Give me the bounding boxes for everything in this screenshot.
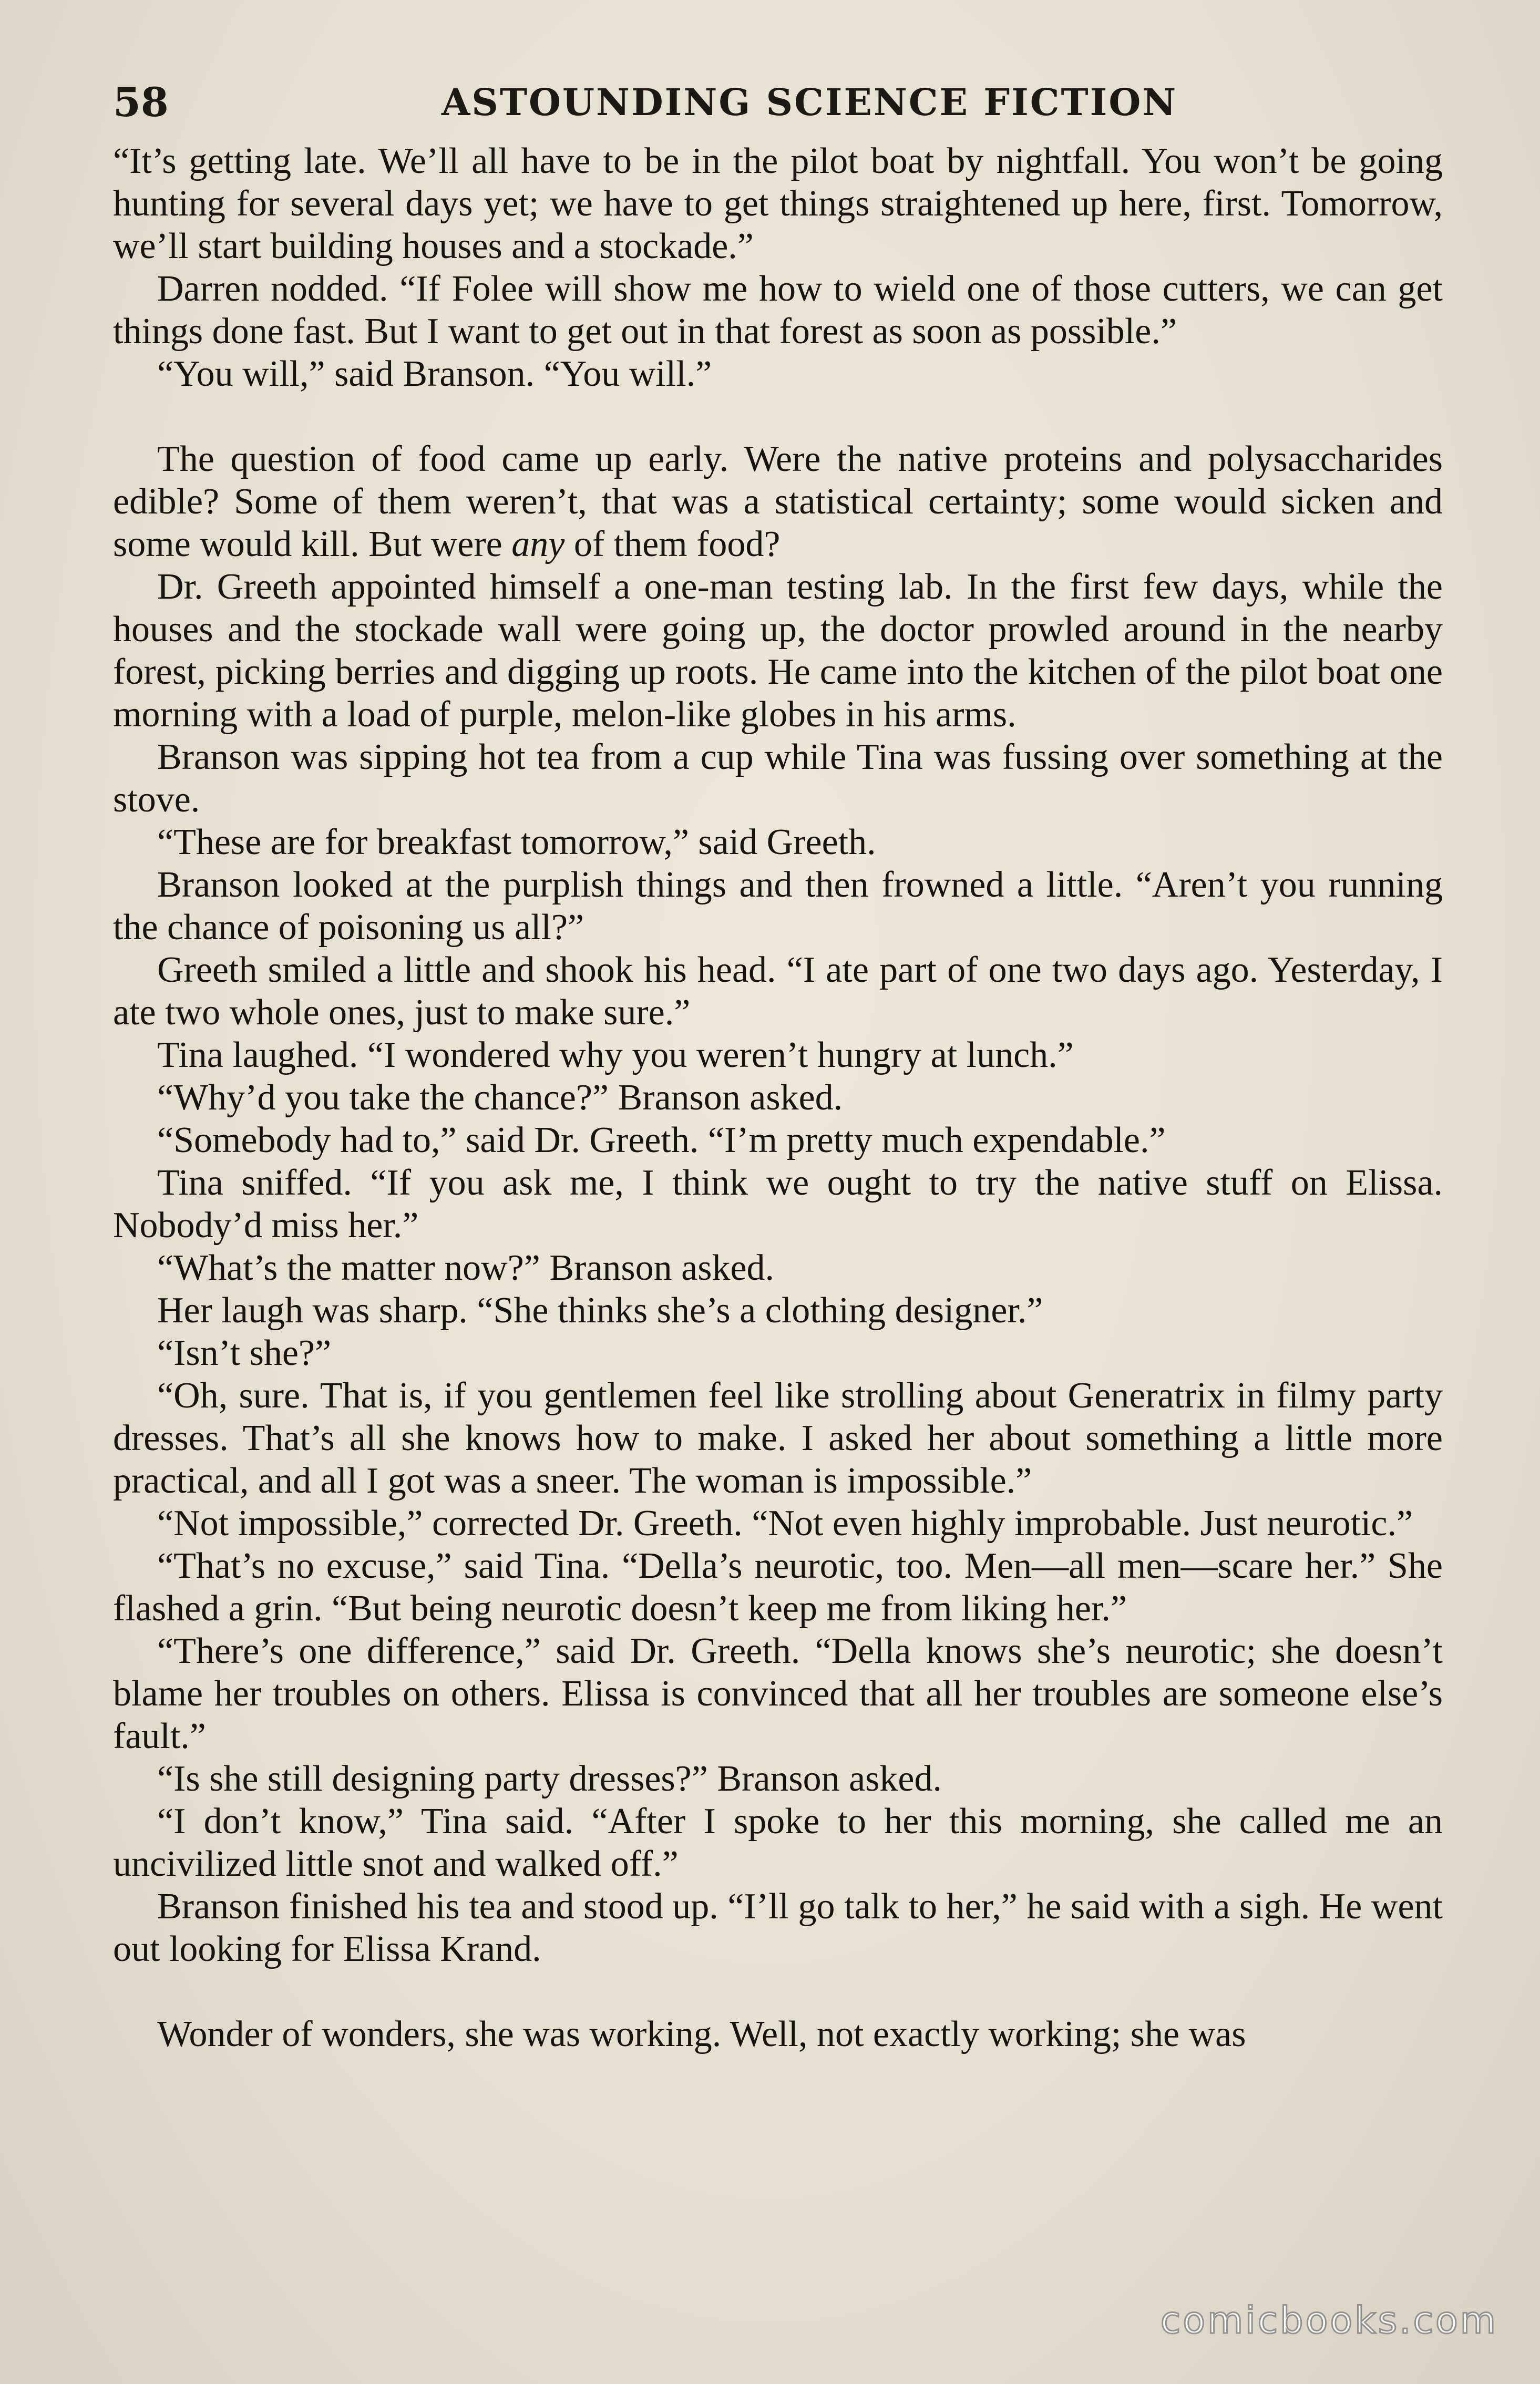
paragraph: Dr. Greeth appointed himself a one-man testing lab. In the first few days, while the houses and the stockade wall were going up, the doctor prowled around in the nearby forest, picking berries and digging up roots. He came into the kitchen of the pilot boat one morning with a load of purple, melon-like globes in his arms. <box>113 567 1443 735</box>
paragraph: “It’s getting late. We’ll all have to be in the pilot boat by nightfall. You won’t be going hunting for several days yet; we have to get things straightened up here, first. Tomorrow, we’ll start building houses and a stockade.” <box>113 141 1443 266</box>
running-head: ASTOUNDING SCIENCE FICTION <box>442 80 1178 124</box>
paragraph: Tina sniffed. “If you ask me, I think we ought to try the native stuff on Elissa. Nobody’d miss her.” <box>113 1163 1443 1246</box>
paragraph: “You will,” said Branson. “You will.” <box>157 354 712 394</box>
paragraph: Branson finished his tea and stood up. “I’ll go talk to her,” he said with a sigh. He went out looking for Elissa Krand. <box>113 1886 1443 1969</box>
paragraph <box>113 438 1443 566</box>
paragraph: “That’s no excuse,” said Tina. “Della’s neurotic, too. Men—all men—scare her.” She flashed a grin. “But being neurotic doesn’t keep me from liking her.” <box>113 1546 1443 1629</box>
story-text <box>113 140 1443 2056</box>
paragraph: Darren nodded. “If Folee will show me how to wield one of those cutters, we can get things done fast. But I want to get out in that forest as soon as possible.” <box>113 269 1443 352</box>
emphasis-text: any <box>511 524 565 564</box>
paragraph: “Oh, sure. That is, if you gentlemen feel like strolling about Generatrix in filmy party dresses. That’s all she knows how to make. I asked her about something a little more practical, and all I got was a sneer. The woman is impossible.” <box>113 1375 1443 1501</box>
paragraph: Tina laughed. “I wondered why you weren’t hungry at lunch.” <box>157 1035 1074 1075</box>
paragraph: “What’s the matter now?” Branson asked. <box>157 1248 775 1288</box>
paragraph-text: of them food? <box>573 524 781 564</box>
paragraph: “Why’d you take the chance?” Branson asked. <box>157 1077 843 1118</box>
paragraph: “There’s one difference,” said Dr. Greeth. “Della knows she’s neurotic; she doesn’t blame her troubles on others. Elissa is convinced that all her troubles are someone else’s fault.” <box>113 1631 1443 1756</box>
page-header <box>113 74 1443 131</box>
paragraph: Her laugh was sharp. “She thinks she’s a clothing designer.” <box>157 1290 1043 1331</box>
paragraph: “These are for breakfast tomorrow,” said Greeth. <box>157 822 876 862</box>
paragraph-text: The question of food came up early. Were the native proteins and polysaccharides edible? Some of them weren’t, that was a statistical certainty; some would sicken and some would kill. But were <box>113 439 1443 564</box>
paragraph: “Not impossible,” corrected Dr. Greeth. “Not even highly improbable. Just neurotic.” <box>157 1503 1413 1544</box>
page-number: 58 <box>113 79 169 126</box>
paragraph: Wonder of wonders, she was working. Well, not exactly working; she was <box>157 2014 1246 2054</box>
paragraph: “I don’t know,” Tina said. “After I spoke to her this morning, she called me an uncivilized little snot and walked off.” <box>113 1801 1443 1884</box>
paragraph: Branson looked at the purplish things and then frowned a little. “Aren’t you running the chance of poisoning us all?” <box>113 865 1443 948</box>
paragraph: “Somebody had to,” said Dr. Greeth. “I’m pretty much expendable.” <box>157 1120 1166 1160</box>
paragraph: “Is she still designing party dresses?” Branson asked. <box>157 1759 942 1799</box>
paragraph: Branson was sipping hot tea from a cup while Tina was fussing over something at the stove. <box>113 737 1443 820</box>
paragraph: Greeth smiled a little and shook his head. “I ate part of one two days ago. Yesterday, I ate two whole ones, just to make sure.” <box>113 950 1443 1033</box>
site-watermark: comicbooks.com <box>1160 2299 1498 2342</box>
paragraph: “Isn’t she?” <box>157 1333 332 1373</box>
